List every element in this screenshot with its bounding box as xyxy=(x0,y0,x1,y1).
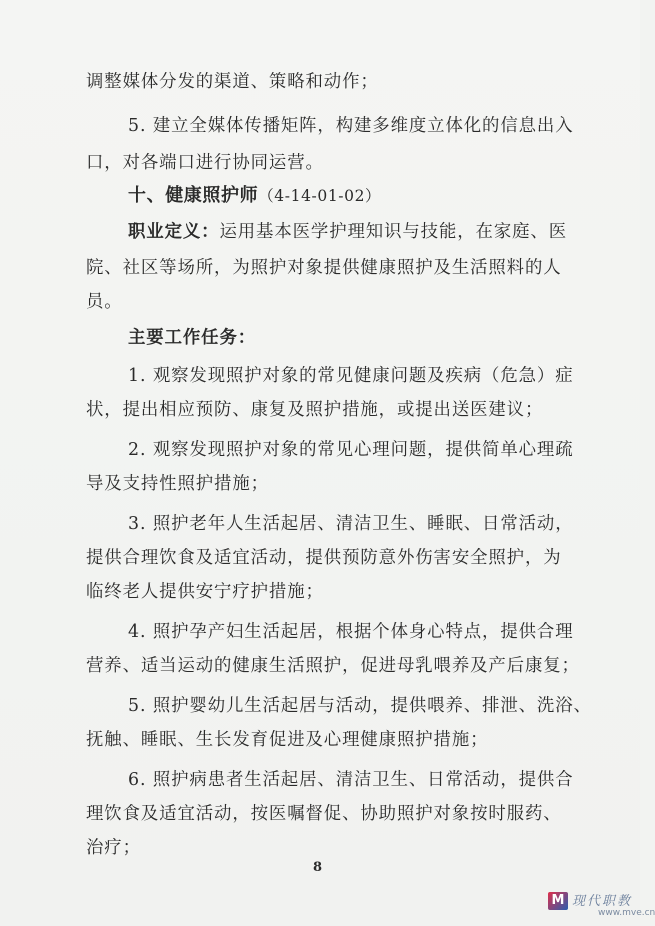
watermark-text: 现代职教 xyxy=(572,894,633,909)
text-line: 5. 建立全媒体传播矩阵，构建多维度立体化的信息出入 xyxy=(128,116,574,136)
task-line: 导及支持性照护措施； xyxy=(86,474,269,494)
text-line: 院、社区等场所，为照护对象提供健康照护及生活照料的人 xyxy=(86,258,562,278)
watermark-url: www.mve.cn xyxy=(598,908,655,918)
text-line: 员。 xyxy=(86,292,123,312)
task-line: 1. 观察发现照护对象的常见健康问题及疾病（危急）症 xyxy=(128,366,574,386)
task-line: 临终老人提供安宁疗护措施； xyxy=(86,582,324,602)
watermark-logo-icon: M xyxy=(548,892,568,910)
watermark xyxy=(548,888,655,922)
definition-text: 运用基本医学护理知识与技能，在家庭、医 xyxy=(219,222,567,242)
task-line: 4. 照护孕产妇生活起居，根据个体身心特点，提供合理 xyxy=(128,622,574,642)
task-line: 6. 照护病患者生活起居、清洁卫生、日常活动，提供合 xyxy=(128,770,574,790)
page-number: 8 xyxy=(313,860,323,875)
section-heading xyxy=(128,184,381,208)
task-line: 营养、适当运动的健康生活照护，促进母乳喂养及产后康复； xyxy=(86,656,580,676)
text-line: 口，对各端口进行协同运营。 xyxy=(86,153,324,173)
task-line: 提供合理饮食及适宜活动，提供预防意外伤害安全照护，为 xyxy=(86,548,562,568)
section-code: （4-14-01-02） xyxy=(258,187,382,205)
task-line: 状，提出相应预防、康复及照护措施，或提出送医建议； xyxy=(86,400,544,420)
definition-label: 职业定义： xyxy=(128,222,220,242)
task-line: 理饮食及适宜活动，按医嘱督促、协助照护对象按时服药、 xyxy=(86,804,562,824)
definition-line xyxy=(128,220,567,244)
section-title: 十、健康照护师 xyxy=(128,185,259,206)
task-line: 2. 观察发现照护对象的常见心理问题，提供简单心理疏 xyxy=(128,440,574,460)
task-line: 治疗； xyxy=(86,838,141,858)
task-line: 抚触、睡眠、生长发育促进及心理健康照护措施； xyxy=(86,730,489,750)
text-line: 调整媒体分发的渠道、策略和动作； xyxy=(86,72,379,92)
tasks-label: 主要工作任务： xyxy=(128,328,257,348)
task-line: 5. 照护婴幼儿生活起居与活动，提供喂养、排泄、洗浴、 xyxy=(128,696,592,716)
task-line: 3. 照护老年人生活起居、清洁卫生、睡眠、日常活动， xyxy=(128,514,574,534)
